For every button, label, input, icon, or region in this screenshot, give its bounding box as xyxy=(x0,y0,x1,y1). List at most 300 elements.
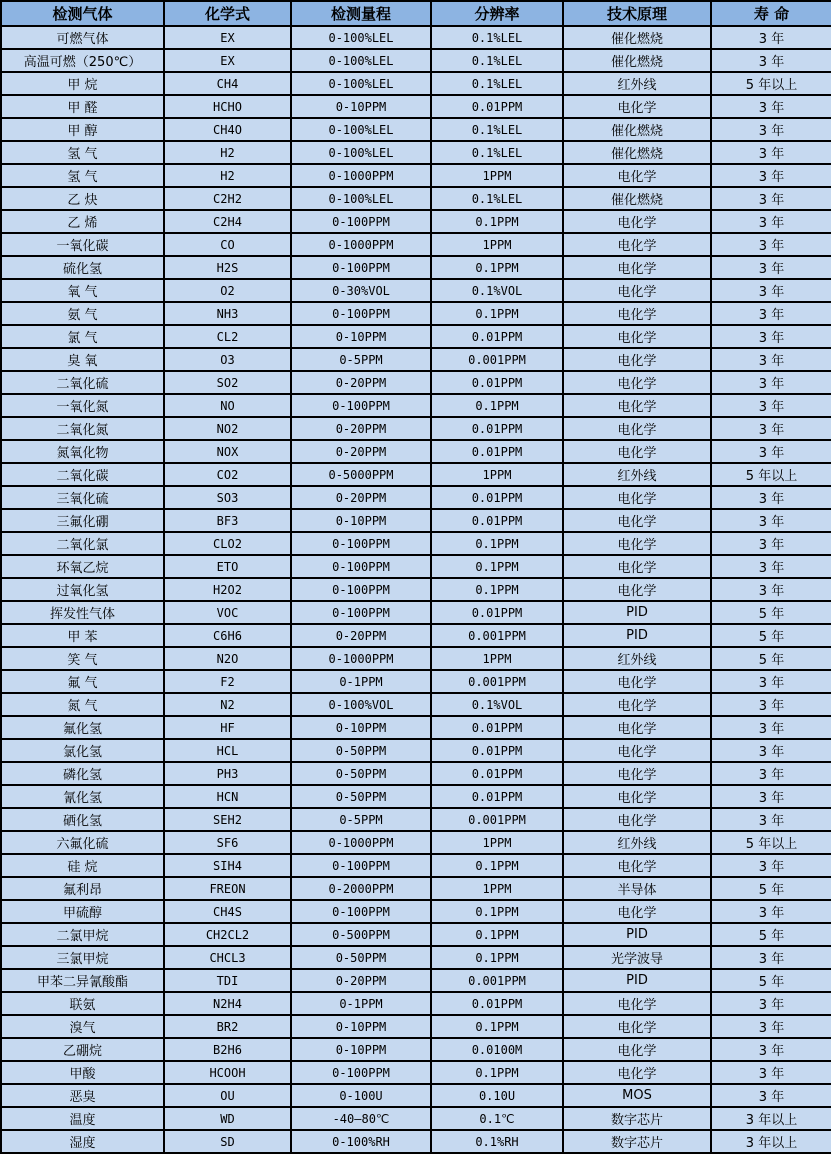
cell-range: 0-1000PPM xyxy=(291,647,431,670)
cell-range: 0-100U xyxy=(291,1084,431,1107)
cell-lifespan: 3 年 xyxy=(711,49,831,72)
cell-principle: PID xyxy=(563,624,711,647)
cell-range: 0-100%LEL xyxy=(291,26,431,49)
column-header-principle: 技术原理 xyxy=(563,1,711,26)
cell-range: 0-100%LEL xyxy=(291,187,431,210)
cell-formula: C6H6 xyxy=(164,624,291,647)
cell-lifespan: 3 年 xyxy=(711,1038,831,1061)
table-row xyxy=(1,256,831,279)
cell-lifespan: 3 年 xyxy=(711,854,831,877)
cell-lifespan: 3 年 xyxy=(711,992,831,1015)
cell-principle: MOS xyxy=(563,1084,711,1107)
cell-range: 0-100%VOL xyxy=(291,693,431,716)
cell-formula: O3 xyxy=(164,348,291,371)
table-row xyxy=(1,509,831,532)
cell-principle: 电化学 xyxy=(563,325,711,348)
cell-gas: 甲苯二异氰酸酯 xyxy=(1,969,164,992)
cell-gas: 二氯甲烷 xyxy=(1,923,164,946)
cell-lifespan: 5 年 xyxy=(711,601,831,624)
cell-resolution: 0.1PPM xyxy=(431,555,563,578)
cell-principle: 催化燃烧 xyxy=(563,49,711,72)
cell-range: 0-1000PPM xyxy=(291,831,431,854)
cell-range: 0-50PPM xyxy=(291,762,431,785)
cell-principle: 电化学 xyxy=(563,1015,711,1038)
cell-principle: 电化学 xyxy=(563,233,711,256)
cell-resolution: 0.01PPM xyxy=(431,325,563,348)
cell-range: 0-100%LEL xyxy=(291,118,431,141)
cell-range: 0-100PPM xyxy=(291,601,431,624)
cell-gas: 一氧化碳 xyxy=(1,233,164,256)
cell-lifespan: 3 年 xyxy=(711,348,831,371)
cell-principle: 电化学 xyxy=(563,509,711,532)
cell-principle: PID xyxy=(563,969,711,992)
cell-lifespan: 5 年以上 xyxy=(711,463,831,486)
cell-range: 0-20PPM xyxy=(291,440,431,463)
cell-resolution: 0.001PPM xyxy=(431,670,563,693)
cell-principle: 电化学 xyxy=(563,693,711,716)
cell-resolution: 0.001PPM xyxy=(431,969,563,992)
table-row xyxy=(1,831,831,854)
cell-formula: SIH4 xyxy=(164,854,291,877)
cell-resolution: 0.01PPM xyxy=(431,601,563,624)
cell-resolution: 0.1PPM xyxy=(431,946,563,969)
cell-range: 0-20PPM xyxy=(291,371,431,394)
cell-principle: 半导体 xyxy=(563,877,711,900)
cell-gas: 三氧化硫 xyxy=(1,486,164,509)
table-row xyxy=(1,72,831,95)
cell-lifespan: 3 年 xyxy=(711,946,831,969)
cell-range: 0-20PPM xyxy=(291,417,431,440)
cell-gas: 硅 烷 xyxy=(1,854,164,877)
cell-lifespan: 3 年 xyxy=(711,716,831,739)
header-row xyxy=(1,1,831,26)
cell-formula: VOC xyxy=(164,601,291,624)
cell-formula: BF3 xyxy=(164,509,291,532)
table-row xyxy=(1,164,831,187)
cell-formula: C2H2 xyxy=(164,187,291,210)
cell-formula: CH4S xyxy=(164,900,291,923)
cell-principle: 电化学 xyxy=(563,670,711,693)
cell-principle: PID xyxy=(563,923,711,946)
cell-lifespan: 3 年 xyxy=(711,233,831,256)
cell-formula: CLO2 xyxy=(164,532,291,555)
cell-gas: 甲 醛 xyxy=(1,95,164,118)
table-row xyxy=(1,486,831,509)
cell-formula: EX xyxy=(164,49,291,72)
cell-principle: 电化学 xyxy=(563,95,711,118)
cell-gas: 氧 气 xyxy=(1,279,164,302)
cell-resolution: 0.1%LEL xyxy=(431,26,563,49)
cell-gas: 恶臭 xyxy=(1,1084,164,1107)
cell-gas: 溴气 xyxy=(1,1015,164,1038)
cell-principle: 电化学 xyxy=(563,900,711,923)
cell-principle: 电化学 xyxy=(563,417,711,440)
cell-lifespan: 5 年 xyxy=(711,647,831,670)
cell-principle: 电化学 xyxy=(563,210,711,233)
cell-formula: CHCL3 xyxy=(164,946,291,969)
cell-range: 0-20PPM xyxy=(291,486,431,509)
cell-lifespan: 3 年 xyxy=(711,371,831,394)
cell-range: 0-1000PPM xyxy=(291,164,431,187)
cell-lifespan: 3 年 xyxy=(711,256,831,279)
cell-range: 0-1PPM xyxy=(291,992,431,1015)
column-header-lifespan: 寿 命 xyxy=(711,1,831,26)
cell-formula: WD xyxy=(164,1107,291,1130)
cell-resolution: 0.01PPM xyxy=(431,486,563,509)
table-row xyxy=(1,946,831,969)
cell-resolution: 1PPM xyxy=(431,831,563,854)
cell-formula: EX xyxy=(164,26,291,49)
cell-resolution: 0.001PPM xyxy=(431,808,563,831)
cell-range: 0-100PPM xyxy=(291,394,431,417)
cell-formula: NOX xyxy=(164,440,291,463)
cell-formula: CH4 xyxy=(164,72,291,95)
cell-gas: 三氟化硼 xyxy=(1,509,164,532)
cell-principle: 电化学 xyxy=(563,578,711,601)
cell-principle: 红外线 xyxy=(563,72,711,95)
cell-principle: 电化学 xyxy=(563,486,711,509)
cell-lifespan: 3 年 xyxy=(711,118,831,141)
cell-gas: 六氟化硫 xyxy=(1,831,164,854)
cell-range: 0-500PPM xyxy=(291,923,431,946)
cell-lifespan: 3 年 xyxy=(711,187,831,210)
table-row xyxy=(1,1107,831,1130)
cell-principle: PID xyxy=(563,601,711,624)
table-row xyxy=(1,417,831,440)
cell-principle: 电化学 xyxy=(563,348,711,371)
cell-range: 0-30%VOL xyxy=(291,279,431,302)
cell-gas: 氮氧化物 xyxy=(1,440,164,463)
cell-lifespan: 3 年 xyxy=(711,26,831,49)
cell-resolution: 0.1%LEL xyxy=(431,72,563,95)
cell-resolution: 0.1PPM xyxy=(431,532,563,555)
cell-gas: 环氧乙烷 xyxy=(1,555,164,578)
cell-formula: HCN xyxy=(164,785,291,808)
cell-range: 0-5PPM xyxy=(291,348,431,371)
cell-gas: 硫化氢 xyxy=(1,256,164,279)
cell-resolution: 1PPM xyxy=(431,463,563,486)
column-header-range: 检测量程 xyxy=(291,1,431,26)
cell-gas: 氟 气 xyxy=(1,670,164,693)
cell-range: 0-100PPM xyxy=(291,302,431,325)
table-row xyxy=(1,325,831,348)
cell-formula: SO3 xyxy=(164,486,291,509)
cell-resolution: 0.01PPM xyxy=(431,440,563,463)
cell-lifespan: 3 年以上 xyxy=(711,1130,831,1153)
table-row xyxy=(1,95,831,118)
cell-resolution: 0.1%LEL xyxy=(431,118,563,141)
cell-principle: 电化学 xyxy=(563,785,711,808)
table-row xyxy=(1,187,831,210)
cell-formula: H2 xyxy=(164,141,291,164)
cell-principle: 电化学 xyxy=(563,555,711,578)
cell-gas: 过氧化氢 xyxy=(1,578,164,601)
cell-formula: CL2 xyxy=(164,325,291,348)
cell-gas: 甲酸 xyxy=(1,1061,164,1084)
cell-formula: CH4O xyxy=(164,118,291,141)
table-row xyxy=(1,578,831,601)
table-row xyxy=(1,463,831,486)
cell-resolution: 0.01PPM xyxy=(431,992,563,1015)
cell-resolution: 0.1PPM xyxy=(431,900,563,923)
cell-formula: PH3 xyxy=(164,762,291,785)
cell-lifespan: 3 年以上 xyxy=(711,1107,831,1130)
cell-range: 0-100PPM xyxy=(291,854,431,877)
cell-gas: 高温可燃（250℃） xyxy=(1,49,164,72)
cell-formula: NO2 xyxy=(164,417,291,440)
cell-formula: H2 xyxy=(164,164,291,187)
cell-gas: 二氧化氮 xyxy=(1,417,164,440)
cell-gas: 甲 醇 xyxy=(1,118,164,141)
cell-principle: 数字芯片 xyxy=(563,1130,711,1153)
cell-gas: 乙 烯 xyxy=(1,210,164,233)
table-row xyxy=(1,210,831,233)
cell-lifespan: 3 年 xyxy=(711,555,831,578)
cell-gas: 氨 气 xyxy=(1,302,164,325)
cell-range: 0-50PPM xyxy=(291,785,431,808)
cell-principle: 催化燃烧 xyxy=(563,141,711,164)
cell-formula: SO2 xyxy=(164,371,291,394)
cell-principle: 电化学 xyxy=(563,532,711,555)
cell-resolution: 0.0100M xyxy=(431,1038,563,1061)
cell-resolution: 0.01PPM xyxy=(431,509,563,532)
cell-principle: 电化学 xyxy=(563,716,711,739)
cell-resolution: 0.1%VOL xyxy=(431,279,563,302)
cell-resolution: 0.1PPM xyxy=(431,578,563,601)
cell-principle: 红外线 xyxy=(563,463,711,486)
cell-lifespan: 3 年 xyxy=(711,417,831,440)
cell-lifespan: 3 年 xyxy=(711,670,831,693)
cell-resolution: 0.01PPM xyxy=(431,716,563,739)
cell-gas: 湿度 xyxy=(1,1130,164,1153)
cell-formula: NH3 xyxy=(164,302,291,325)
table-row xyxy=(1,716,831,739)
table-row xyxy=(1,279,831,302)
cell-formula: H2S xyxy=(164,256,291,279)
cell-resolution: 0.1PPM xyxy=(431,210,563,233)
cell-lifespan: 5 年 xyxy=(711,624,831,647)
cell-resolution: 0.1PPM xyxy=(431,923,563,946)
cell-range: 0-10PPM xyxy=(291,95,431,118)
cell-range: 0-100PPM xyxy=(291,256,431,279)
cell-lifespan: 3 年 xyxy=(711,509,831,532)
cell-formula: SF6 xyxy=(164,831,291,854)
cell-lifespan: 3 年 xyxy=(711,486,831,509)
cell-resolution: 0.1PPM xyxy=(431,1015,563,1038)
cell-lifespan: 3 年 xyxy=(711,141,831,164)
cell-formula: NO xyxy=(164,394,291,417)
cell-gas: 一氧化氮 xyxy=(1,394,164,417)
cell-principle: 电化学 xyxy=(563,394,711,417)
cell-formula: B2H6 xyxy=(164,1038,291,1061)
cell-formula: BR2 xyxy=(164,1015,291,1038)
cell-gas: 甲 苯 xyxy=(1,624,164,647)
cell-lifespan: 5 年以上 xyxy=(711,831,831,854)
table-row xyxy=(1,762,831,785)
cell-gas: 氢 气 xyxy=(1,141,164,164)
cell-formula: OU xyxy=(164,1084,291,1107)
table-row xyxy=(1,348,831,371)
cell-resolution: 0.01PPM xyxy=(431,371,563,394)
cell-resolution: 0.1%LEL xyxy=(431,187,563,210)
cell-gas: 硒化氢 xyxy=(1,808,164,831)
cell-lifespan: 3 年 xyxy=(711,302,831,325)
cell-gas: 乙 炔 xyxy=(1,187,164,210)
cell-principle: 电化学 xyxy=(563,164,711,187)
table-row xyxy=(1,693,831,716)
table-row xyxy=(1,739,831,762)
cell-principle: 红外线 xyxy=(563,647,711,670)
cell-resolution: 0.10U xyxy=(431,1084,563,1107)
cell-lifespan: 5 年以上 xyxy=(711,72,831,95)
table-row xyxy=(1,302,831,325)
cell-resolution: 0.1%RH xyxy=(431,1130,563,1153)
table-row xyxy=(1,808,831,831)
cell-formula: F2 xyxy=(164,670,291,693)
cell-lifespan: 3 年 xyxy=(711,1061,831,1084)
cell-range: 0-100%LEL xyxy=(291,72,431,95)
cell-principle: 电化学 xyxy=(563,440,711,463)
cell-formula: N2O xyxy=(164,647,291,670)
cell-formula: CO xyxy=(164,233,291,256)
cell-principle: 电化学 xyxy=(563,279,711,302)
table-row xyxy=(1,992,831,1015)
cell-resolution: 0.1PPM xyxy=(431,854,563,877)
cell-lifespan: 3 年 xyxy=(711,808,831,831)
cell-principle: 催化燃烧 xyxy=(563,26,711,49)
cell-lifespan: 3 年 xyxy=(711,279,831,302)
cell-formula: HCHO xyxy=(164,95,291,118)
cell-formula: FREON xyxy=(164,877,291,900)
cell-formula: SD xyxy=(164,1130,291,1153)
cell-formula: O2 xyxy=(164,279,291,302)
table-row xyxy=(1,923,831,946)
cell-lifespan: 3 年 xyxy=(711,440,831,463)
cell-formula: CO2 xyxy=(164,463,291,486)
cell-range: 0-1000PPM xyxy=(291,233,431,256)
cell-resolution: 1PPM xyxy=(431,647,563,670)
cell-principle: 光学波导 xyxy=(563,946,711,969)
cell-lifespan: 3 年 xyxy=(711,532,831,555)
cell-resolution: 0.1PPM xyxy=(431,256,563,279)
cell-range: 0-10PPM xyxy=(291,509,431,532)
table-row xyxy=(1,440,831,463)
column-header-resolution: 分辨率 xyxy=(431,1,563,26)
cell-gas: 二氧化碳 xyxy=(1,463,164,486)
cell-lifespan: 3 年 xyxy=(711,578,831,601)
cell-resolution: 0.01PPM xyxy=(431,417,563,440)
cell-gas: 磷化氢 xyxy=(1,762,164,785)
cell-range: 0-2000PPM xyxy=(291,877,431,900)
cell-resolution: 1PPM xyxy=(431,164,563,187)
cell-range: 0-20PPM xyxy=(291,624,431,647)
cell-principle: 电化学 xyxy=(563,302,711,325)
cell-range: 0-100PPM xyxy=(291,555,431,578)
table-row xyxy=(1,785,831,808)
cell-range: 0-50PPM xyxy=(291,946,431,969)
cell-range: 0-10PPM xyxy=(291,716,431,739)
cell-gas: 三氯甲烷 xyxy=(1,946,164,969)
cell-resolution: 0.01PPM xyxy=(431,95,563,118)
cell-resolution: 0.001PPM xyxy=(431,624,563,647)
cell-resolution: 0.1PPM xyxy=(431,302,563,325)
table-row xyxy=(1,624,831,647)
cell-lifespan: 3 年 xyxy=(711,210,831,233)
cell-lifespan: 3 年 xyxy=(711,900,831,923)
cell-gas: 温度 xyxy=(1,1107,164,1130)
cell-lifespan: 3 年 xyxy=(711,394,831,417)
cell-lifespan: 3 年 xyxy=(711,325,831,348)
cell-formula: ETO xyxy=(164,555,291,578)
table-row xyxy=(1,1038,831,1061)
cell-principle: 电化学 xyxy=(563,992,711,1015)
cell-resolution: 0.01PPM xyxy=(431,762,563,785)
cell-range: 0-1PPM xyxy=(291,670,431,693)
cell-resolution: 0.1PPM xyxy=(431,1061,563,1084)
cell-formula: N2 xyxy=(164,693,291,716)
cell-principle: 数字芯片 xyxy=(563,1107,711,1130)
cell-principle: 电化学 xyxy=(563,256,711,279)
table-row xyxy=(1,555,831,578)
cell-resolution: 0.1%LEL xyxy=(431,141,563,164)
table-row xyxy=(1,394,831,417)
cell-principle: 电化学 xyxy=(563,854,711,877)
table-row xyxy=(1,141,831,164)
cell-formula: H2O2 xyxy=(164,578,291,601)
table-row xyxy=(1,1015,831,1038)
cell-formula: CH2CL2 xyxy=(164,923,291,946)
cell-resolution: 0.1%LEL xyxy=(431,49,563,72)
cell-range: 0-100%RH xyxy=(291,1130,431,1153)
table-row xyxy=(1,601,831,624)
table-row xyxy=(1,670,831,693)
cell-range: 0-10PPM xyxy=(291,1038,431,1061)
cell-lifespan: 3 年 xyxy=(711,164,831,187)
cell-range: 0-5PPM xyxy=(291,808,431,831)
table-row xyxy=(1,969,831,992)
table-row xyxy=(1,1130,831,1153)
cell-gas: 氢 气 xyxy=(1,164,164,187)
cell-range: 0-10PPM xyxy=(291,1015,431,1038)
cell-lifespan: 3 年 xyxy=(711,785,831,808)
table-row xyxy=(1,900,831,923)
cell-resolution: 0.1℃ xyxy=(431,1107,563,1130)
table-row xyxy=(1,233,831,256)
cell-range: 0-100PPM xyxy=(291,1061,431,1084)
cell-principle: 催化燃烧 xyxy=(563,118,711,141)
cell-gas: 氯化氢 xyxy=(1,739,164,762)
cell-range: 0-100%LEL xyxy=(291,141,431,164)
cell-principle: 催化燃烧 xyxy=(563,187,711,210)
cell-principle: 电化学 xyxy=(563,1038,711,1061)
cell-lifespan: 3 年 xyxy=(711,762,831,785)
cell-range: 0-100PPM xyxy=(291,210,431,233)
table-row xyxy=(1,1084,831,1107)
cell-gas: 二氧化氯 xyxy=(1,532,164,555)
table-row xyxy=(1,532,831,555)
cell-gas: 甲硫醇 xyxy=(1,900,164,923)
cell-lifespan: 3 年 xyxy=(711,95,831,118)
cell-resolution: 0.01PPM xyxy=(431,739,563,762)
table-body xyxy=(1,26,831,1153)
cell-resolution: 1PPM xyxy=(431,233,563,256)
cell-principle: 电化学 xyxy=(563,371,711,394)
cell-lifespan: 3 年 xyxy=(711,693,831,716)
cell-range: 0-100PPM xyxy=(291,900,431,923)
cell-range: 0-5000PPM xyxy=(291,463,431,486)
cell-range: 0-100PPM xyxy=(291,578,431,601)
table-row xyxy=(1,26,831,49)
